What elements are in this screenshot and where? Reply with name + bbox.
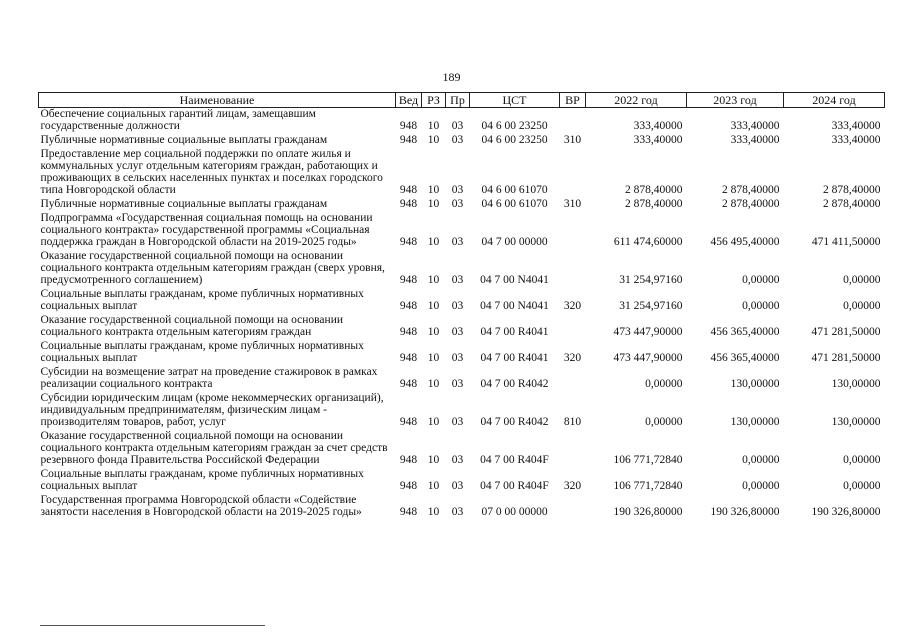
cell-rz: 10 [427,378,440,390]
cell-pr: 03 [451,184,464,196]
table-body [39,108,885,521]
table-row [39,198,885,212]
cell-vr [560,148,586,198]
page-number: 189 [442,70,461,84]
table-header-row [39,93,885,108]
cell-rz: 10 [427,198,440,210]
cell-ved: 948 [399,352,418,364]
cell-rz: 10 [427,300,440,312]
cell-ved: 948 [399,300,418,312]
cell-vr: 320 [563,300,582,312]
header-cst: ЦСТ [470,93,560,108]
table-row [39,494,885,520]
cell-cst: 04 7 00 R4041 [480,352,549,364]
table-row [39,148,885,198]
cell-pr: 03 [451,134,464,146]
cell-pr: 03 [451,326,464,338]
cell-y2023: 130,00000 [730,416,780,428]
table-row [39,212,885,250]
cell-y2023: 0,00000 [742,454,780,466]
cell-cst: 04 7 00 00000 [481,236,548,248]
cell-cst: 04 7 00 N4041 [480,274,549,286]
cell-y2023: 456 365,40000 [710,326,780,338]
cell-name: Обеспечение социальных гарантий лицам, замещавшим государственные должности [40,108,316,132]
cell-ved: 948 [399,454,418,466]
cell-y2023: 2 878,40000 [722,184,780,196]
cell-pr: 03 [451,480,464,492]
cell-y2024: 0,00000 [843,480,881,492]
cell-vr: 310 [563,198,582,210]
cell-cst: 04 7 00 R4041 [480,326,549,338]
cell-y2023: 333,40000 [730,134,780,146]
cell-name: Публичные нормативные социальные выплаты гражданам [40,134,328,146]
budget-table [38,92,885,520]
cell-cst: 04 6 00 23250 [481,134,548,146]
cell-y2023: 2 878,40000 [722,198,780,210]
cell-rz: 10 [427,274,440,286]
cell-vr [560,430,586,468]
cell-ved: 948 [399,120,418,132]
cell-vr: 310 [563,134,582,146]
cell-cst: 04 7 00 N4041 [480,300,549,312]
table-row [39,134,885,148]
cell-name: Субсидии юридическим лицам (кроме некоммерческих организаций), индивидуальным предпринимателям, физическим лицам - производителям товаров, работ, услуг [40,392,384,428]
cell-vr [560,250,586,288]
cell-cst: 04 7 00 R4042 [480,378,549,390]
cell-y2022: 2 878,40000 [625,198,683,210]
cell-cst: 04 6 00 23250 [481,120,548,132]
cell-rz: 10 [427,416,440,428]
footnote-divider [40,625,265,626]
cell-rz: 10 [427,184,440,196]
cell-rz: 10 [427,326,440,338]
cell-ved: 948 [399,506,418,518]
cell-pr: 03 [451,506,464,518]
cell-ved: 948 [399,198,418,210]
cell-rz: 10 [427,352,440,364]
cell-pr: 03 [451,454,464,466]
cell-vr [560,366,586,392]
cell-cst: 04 7 00 R404F [480,480,549,492]
cell-ved: 948 [399,480,418,492]
cell-y2023: 0,00000 [742,274,780,286]
cell-y2024: 2 878,40000 [823,184,881,196]
cell-ved: 948 [399,274,418,286]
cell-y2024: 130,00000 [831,378,881,390]
cell-name: Подпрограмма «Государственная социальная помощь на основании социального контракта» государственной программы «Социальная поддержка граждан в Новгородской области на 2019-2025 годы» [40,212,373,248]
cell-vr: 320 [563,480,582,492]
cell-y2023: 0,00000 [742,300,780,312]
cell-rz: 10 [427,506,440,518]
cell-y2022: 190 326,80000 [613,506,683,518]
table-row [39,468,885,494]
cell-y2022: 473 447,90000 [613,352,683,364]
cell-pr: 03 [451,416,464,428]
table-row [39,392,885,430]
cell-vr [560,494,586,520]
cell-pr: 03 [451,274,464,286]
cell-ved: 948 [399,416,418,428]
cell-vr [560,212,586,250]
cell-cst: 04 7 00 R404F [480,454,549,466]
cell-ved: 948 [399,184,418,196]
cell-y2023: 190 326,80000 [710,506,780,518]
cell-y2024: 333,40000 [831,120,881,132]
cell-y2024: 2 878,40000 [823,198,881,210]
cell-y2022: 0,00000 [645,378,683,390]
cell-ved: 948 [399,378,418,390]
cell-pr: 03 [451,352,464,364]
cell-y2022: 0,00000 [645,416,683,428]
cell-rz: 10 [427,454,440,466]
cell-y2024: 0,00000 [843,454,881,466]
cell-ved: 948 [399,134,418,146]
header-ved: Вед [396,93,422,108]
cell-name: Публичные нормативные социальные выплаты гражданам [40,198,328,210]
cell-pr: 03 [451,236,464,248]
cell-y2022: 106 771,72840 [613,454,683,466]
table-row [39,366,885,392]
cell-y2022: 333,40000 [633,120,683,132]
cell-pr: 03 [451,120,464,132]
cell-vr: 320 [563,352,582,364]
header-2024: 2024 год [784,93,885,108]
cell-y2024: 471 281,50000 [811,326,881,338]
cell-vr [560,108,586,135]
cell-y2024: 0,00000 [843,300,881,312]
cell-name: Оказание государственной социальной помощи на основании социального контракта отдельным категориям граждан [40,314,343,338]
header-2022: 2022 год [586,93,687,108]
cell-rz: 10 [427,236,440,248]
table-row [39,314,885,340]
table-row [39,340,885,366]
cell-pr: 03 [451,300,464,312]
header-2023: 2023 год [687,93,784,108]
cell-name: Социальные выплаты гражданам, кроме публичных нормативных социальных выплат [40,340,364,364]
cell-y2023: 456 495,40000 [710,236,780,248]
header-pr: Пр [446,93,470,108]
cell-name: Оказание государственной социальной помощи на основании социального контракта отдельным категориям граждан (сверх уровня, предусмотренного соглашением) [40,250,385,286]
cell-y2023: 456 365,40000 [710,352,780,364]
cell-name: Государственная программа Новгородской области «Содействие занятости населения в Новгородской области на 2019-2025 годы» [40,494,362,518]
cell-ved: 948 [399,326,418,338]
cell-cst: 07 0 00 00000 [481,506,548,518]
cell-y2023: 0,00000 [742,480,780,492]
table-row [39,108,885,135]
cell-y2022: 31 254,97160 [619,300,683,312]
cell-y2024: 190 326,80000 [811,506,881,518]
table-row [39,430,885,468]
cell-vr: 810 [563,416,582,428]
cell-rz: 10 [427,120,440,132]
cell-ved: 948 [399,236,418,248]
cell-y2024: 471 281,50000 [811,352,881,364]
cell-cst: 04 6 00 61070 [481,198,548,210]
table-row [39,250,885,288]
cell-pr: 03 [451,378,464,390]
cell-y2024: 471 411,50000 [811,236,881,248]
cell-y2022: 2 878,40000 [625,184,683,196]
cell-y2023: 130,00000 [730,378,780,390]
cell-y2022: 106 771,72840 [613,480,683,492]
cell-name: Социальные выплаты гражданам, кроме публичных нормативных социальных выплат [40,288,364,312]
cell-y2024: 130,00000 [831,416,881,428]
cell-y2022: 473 447,90000 [613,326,683,338]
cell-rz: 10 [427,480,440,492]
cell-vr [560,314,586,340]
cell-pr: 03 [451,198,464,210]
header-vr: ВР [560,93,586,108]
cell-cst: 04 6 00 61070 [481,184,548,196]
cell-name: Оказание государственной социальной помощи на основании социального контракта отдельным категориям граждан за счет средств резервного фонда Правительства Российской Федерации [40,430,388,466]
table-row [39,288,885,314]
cell-y2024: 0,00000 [843,274,881,286]
header-name: Наименование [39,93,396,108]
cell-y2024: 333,40000 [831,134,881,146]
cell-rz: 10 [427,134,440,146]
cell-name: Предоставление мер социальной поддержки по оплате жилья и коммунальных услуг отдельным категориям граждан, работающих и проживающих в сельских населенных пунктах и поселках городского типа Новгородской области [40,148,383,196]
cell-y2022: 611 474,60000 [613,236,683,248]
cell-cst: 04 7 00 R4042 [480,416,549,428]
header-rz: РЗ [422,93,446,108]
cell-y2022: 31 254,97160 [619,274,683,286]
cell-y2023: 333,40000 [730,120,780,132]
cell-name: Субсидии на возмещение затрат на проведение стажировок в рамках реализации социального контракта [40,366,378,390]
cell-y2022: 333,40000 [633,134,683,146]
cell-name: Социальные выплаты гражданам, кроме публичных нормативных социальных выплат [40,468,364,492]
